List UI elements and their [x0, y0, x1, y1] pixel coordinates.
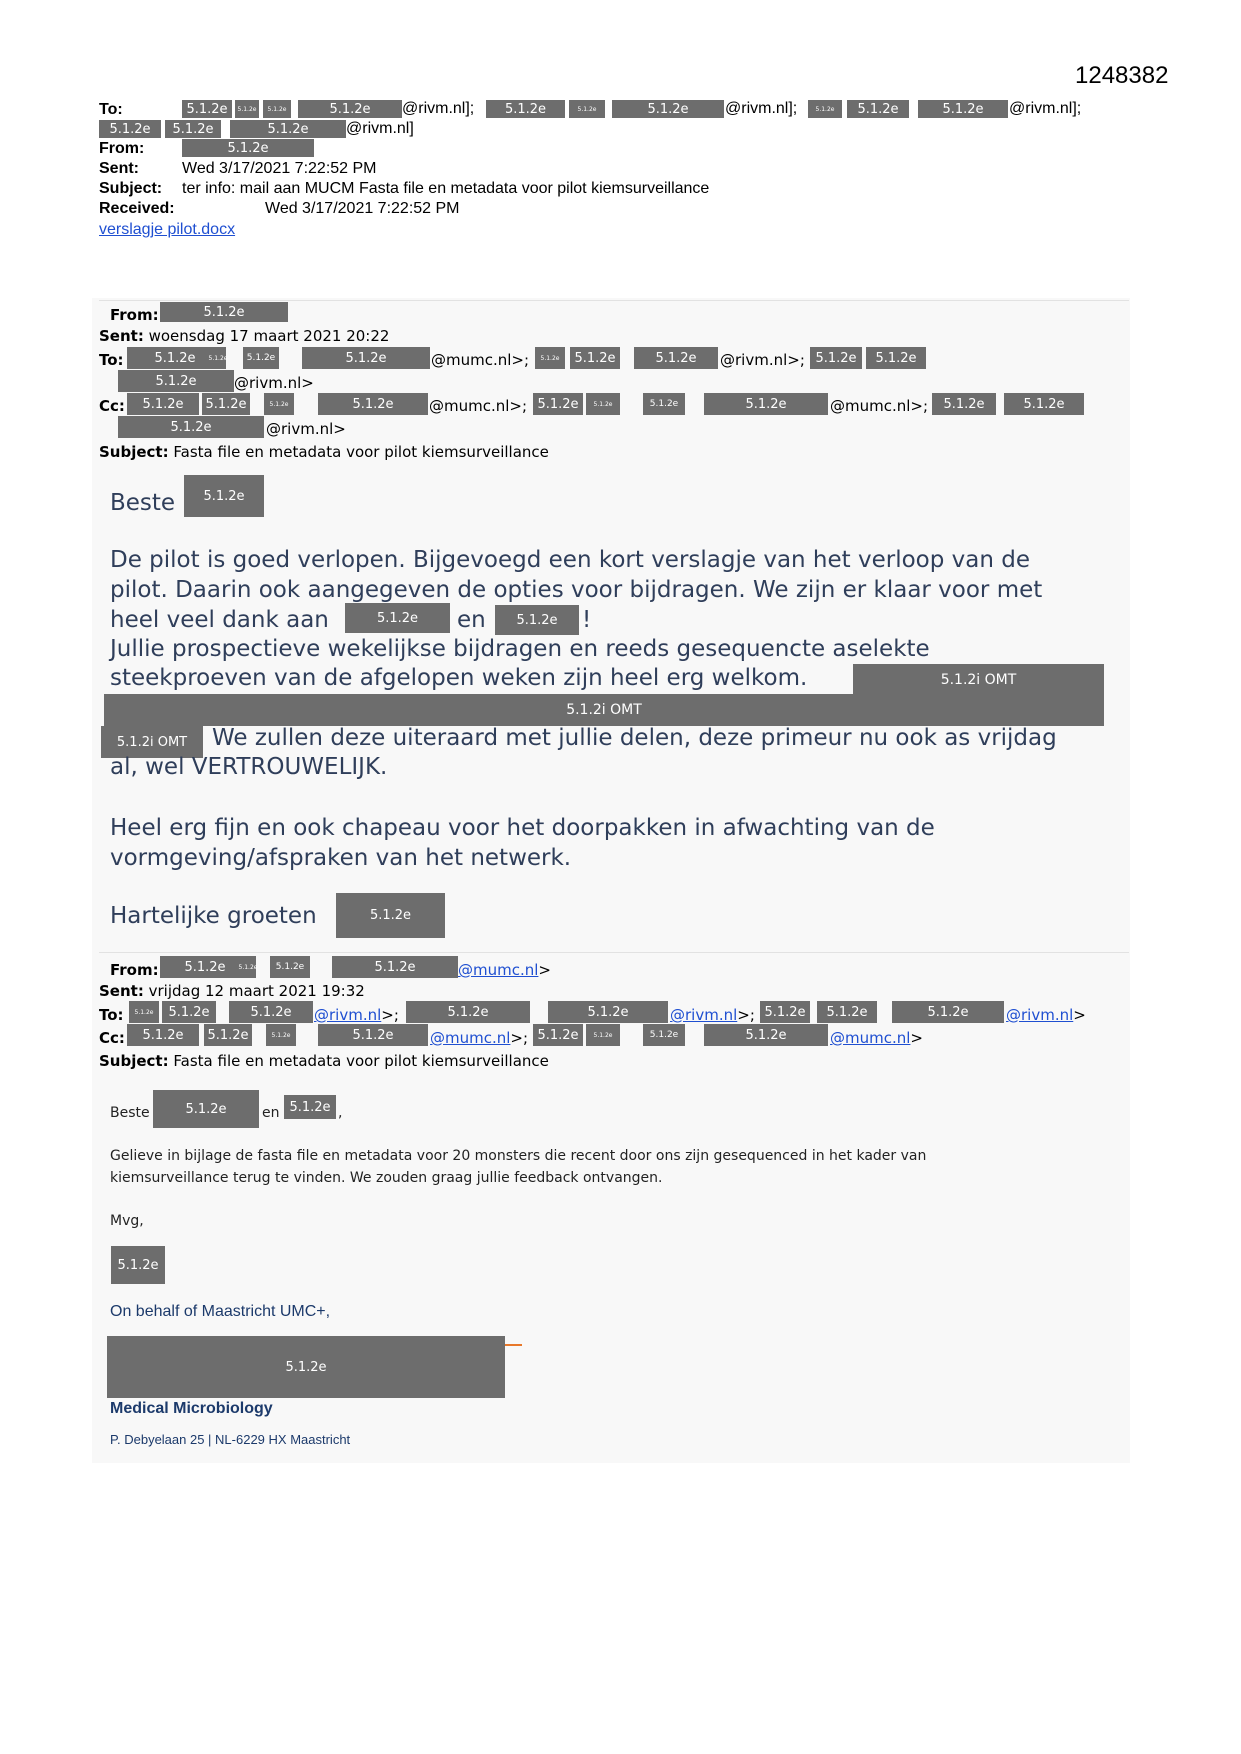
redaction: 5.1.2e	[240, 956, 256, 978]
redaction: 5.1.2e	[263, 100, 291, 118]
body-line: Jullie prospectieve wekelijkse bijdragen en reeds gesequencte aselekte	[110, 636, 930, 662]
greeting: Beste	[110, 490, 176, 516]
on-behalf-text: On behalf of Maastricht UMC+,	[110, 1303, 331, 1320]
redaction: 5.1.2e	[127, 1024, 199, 1046]
subject-label: Subject:	[99, 180, 163, 197]
to-address: @rivm.nl>;	[670, 1006, 755, 1024]
redaction-omt: 5.1.2i OMT	[101, 726, 203, 758]
received-label: Received:	[99, 200, 175, 217]
redaction: 5.1.2e	[118, 416, 264, 438]
to-address: @rivm.nl];	[1009, 100, 1082, 117]
redaction: 5.1.2e	[533, 393, 583, 415]
redaction: 5.1.2e	[210, 347, 226, 369]
from-label: From:	[99, 140, 145, 157]
redaction: 5.1.2e	[817, 1001, 877, 1023]
body-line: Gelieve in bijlage de fasta file en metadata voor 20 monsters die recent door ons zijn gesequenced in het kader van	[110, 1148, 927, 1164]
sent-line: Sent: woensdag 17 maart 2021 20:22	[99, 327, 390, 345]
redaction: 5.1.2e	[760, 1001, 810, 1023]
subject-line: Subject: Fasta file en metadata voor pilot kiemsurveillance	[99, 1052, 549, 1070]
redaction: 5.1.2e	[569, 100, 605, 118]
subject-line: Subject: Fasta file en metadata voor pilot kiemsurveillance	[99, 443, 549, 461]
received-value: Wed 3/17/2021 7:22:52 PM	[265, 200, 460, 217]
redaction: 5.1.2e	[204, 1024, 252, 1046]
email-link[interactable]: @rivm.nl	[314, 1006, 382, 1024]
redaction: 5.1.2e	[612, 100, 724, 118]
signoff: Mvg,	[110, 1213, 144, 1229]
attachment-link[interactable]: verslagje pilot.docx	[99, 221, 236, 238]
redaction: 5.1.2e	[111, 1246, 165, 1284]
redaction: 5.1.2e	[808, 100, 842, 118]
to-address: @rivm.nl];	[402, 100, 475, 117]
redaction: 5.1.2e	[486, 100, 565, 118]
redaction: 5.1.2e	[1004, 393, 1084, 415]
body-line: heel veel dank aan	[110, 607, 329, 633]
redaction: 5.1.2e	[118, 370, 234, 392]
redaction: 5.1.2e	[182, 139, 314, 157]
redaction: 5.1.2e	[162, 1001, 216, 1023]
email-body-panel	[92, 298, 1130, 1463]
address-text: P. Debyelaan 25 | NL-6229 HX Maastricht	[110, 1432, 351, 1447]
redaction: 5.1.2e	[229, 1001, 313, 1023]
redaction: 5.1.2e	[932, 393, 996, 415]
redaction: 5.1.2e	[570, 347, 620, 369]
redaction: 5.1.2e	[99, 120, 161, 138]
cc-address: @mumc.nl>;	[430, 1029, 529, 1047]
body-line: en	[457, 607, 486, 633]
cc-label: Cc:	[99, 1029, 125, 1047]
to-label: To:	[99, 351, 124, 369]
redaction: 5.1.2e	[127, 393, 199, 415]
redaction: 5.1.2e	[918, 100, 1008, 118]
redaction: 5.1.2e	[866, 347, 926, 369]
greeting: en	[262, 1105, 280, 1121]
redaction: 5.1.2e	[318, 393, 428, 415]
to-address: @rivm.nl>;	[314, 1006, 399, 1024]
redaction-logo: 5.1.2e	[107, 1336, 505, 1398]
redaction: 5.1.2e	[495, 605, 579, 635]
to-address: @rivm.nl>;	[720, 351, 805, 369]
to-label: To:	[99, 1006, 124, 1024]
redaction: 5.1.2e	[160, 956, 250, 978]
cc-address: @mumc.nl>	[830, 1029, 923, 1047]
redaction: 5.1.2e	[847, 100, 909, 118]
redaction: 5.1.2e	[345, 603, 450, 633]
sent-label: Sent:	[99, 160, 139, 177]
from-address: @mumc.nl>	[458, 961, 551, 979]
redaction: 5.1.2e	[302, 347, 430, 369]
redaction: 5.1.2e	[264, 393, 294, 415]
redaction: 5.1.2e	[704, 393, 828, 415]
email-link[interactable]: @rivm.nl	[1006, 1006, 1074, 1024]
from-label: From:	[110, 306, 159, 324]
redaction: 5.1.2e	[160, 302, 288, 322]
redaction: 5.1.2e	[266, 1024, 296, 1046]
redaction: 5.1.2e	[165, 120, 221, 138]
email-link[interactable]: @mumc.nl	[458, 961, 539, 979]
redaction: 5.1.2e	[704, 1024, 828, 1046]
body-line: pilot. Daarin ook aangegeven de opties voor bijdragen. We zijn er klaar voor met	[110, 577, 1043, 603]
redaction: 5.1.2e	[586, 393, 620, 415]
redaction: 5.1.2e	[127, 347, 223, 369]
to-address: @rivm.nl];	[725, 100, 798, 117]
redaction: 5.1.2e	[184, 475, 264, 517]
greeting: ,	[338, 1105, 343, 1121]
redaction-omt: 5.1.2i OMT	[104, 694, 1104, 726]
redaction: 5.1.2e	[586, 1024, 620, 1046]
redaction: 5.1.2e	[892, 1001, 1004, 1023]
redaction: 5.1.2e	[182, 100, 232, 118]
separator	[99, 952, 1129, 953]
email-link[interactable]: @rivm.nl	[670, 1006, 738, 1024]
email-link[interactable]: @mumc.nl	[830, 1029, 911, 1047]
redaction: 5.1.2e	[336, 893, 445, 938]
redaction: 5.1.2e	[643, 1024, 685, 1046]
redaction: 5.1.2e	[634, 347, 718, 369]
body-line: kiemsurveillance terug te vinden. We zouden graag jullie feedback ontvangen.	[110, 1170, 663, 1186]
redaction: 5.1.2e	[129, 1001, 159, 1023]
redaction: 5.1.2e	[535, 347, 565, 369]
redaction: 5.1.2e	[332, 956, 458, 978]
redaction: 5.1.2e	[153, 1090, 259, 1128]
to-address: @mumc.nl>;	[431, 351, 530, 369]
redaction: 5.1.2e	[270, 956, 310, 978]
redaction: 5.1.2e	[202, 393, 250, 415]
closing: Hartelijke groeten	[110, 903, 317, 929]
cc-address: @rivm.nl>	[266, 420, 346, 438]
redaction: 5.1.2e	[406, 1001, 530, 1023]
to-address: @rivm.nl]	[346, 120, 414, 137]
to-label: To:	[99, 101, 123, 118]
redaction: 5.1.2e	[548, 1001, 668, 1023]
to-address: @rivm.nl>	[234, 374, 314, 392]
from-label: From:	[110, 961, 159, 979]
cc-address: @mumc.nl>;	[429, 397, 528, 415]
body-line: al, wel VERTROUWELIJK.	[110, 754, 388, 780]
redaction: 5.1.2e	[643, 393, 685, 415]
redaction: 5.1.2e	[810, 347, 862, 369]
subject-value: ter info: mail aan MUCM Fasta file en metadata voor pilot kiemsurveillance	[182, 180, 710, 197]
body-line: steekproeven van de afgelopen weken zijn heel erg welkom.	[110, 665, 808, 691]
body-line: Heel erg fijn en ook chapeau voor het doorpakken in afwachting van de	[110, 815, 935, 841]
redaction-omt: 5.1.2i OMT	[853, 664, 1104, 696]
redaction: 5.1.2e	[284, 1095, 336, 1119]
to-address: @rivm.nl>	[1006, 1006, 1086, 1024]
redaction: 5.1.2e	[235, 100, 259, 118]
redaction: 5.1.2e	[533, 1024, 583, 1046]
greeting: Beste	[110, 1105, 150, 1121]
redaction: 5.1.2e	[318, 1024, 428, 1046]
email-link[interactable]: @mumc.nl	[430, 1029, 511, 1047]
cc-label: Cc:	[99, 397, 125, 415]
department-name: Medical Microbiology	[110, 1400, 273, 1417]
redaction: 5.1.2e	[230, 120, 346, 138]
cc-address: @mumc.nl>;	[830, 397, 929, 415]
document-number: 1248382	[1075, 62, 1169, 89]
sent-value: Wed 3/17/2021 7:22:52 PM	[182, 160, 377, 177]
body-line: !	[582, 607, 592, 633]
redaction: 5.1.2e	[298, 100, 402, 118]
body-line: We zullen deze uiteraard met jullie delen, deze primeur nu ook as vrijdag	[212, 725, 1057, 751]
sent-line: Sent: vrijdag 12 maart 2021 19:32	[99, 982, 365, 1000]
body-line: De pilot is goed verlopen. Bijgevoegd een kort verslagje van het verloop van de	[110, 547, 1030, 573]
body-line: vormgeving/afspraken van het netwerk.	[110, 845, 572, 871]
separator	[99, 300, 1129, 301]
redaction: 5.1.2e	[243, 347, 279, 369]
